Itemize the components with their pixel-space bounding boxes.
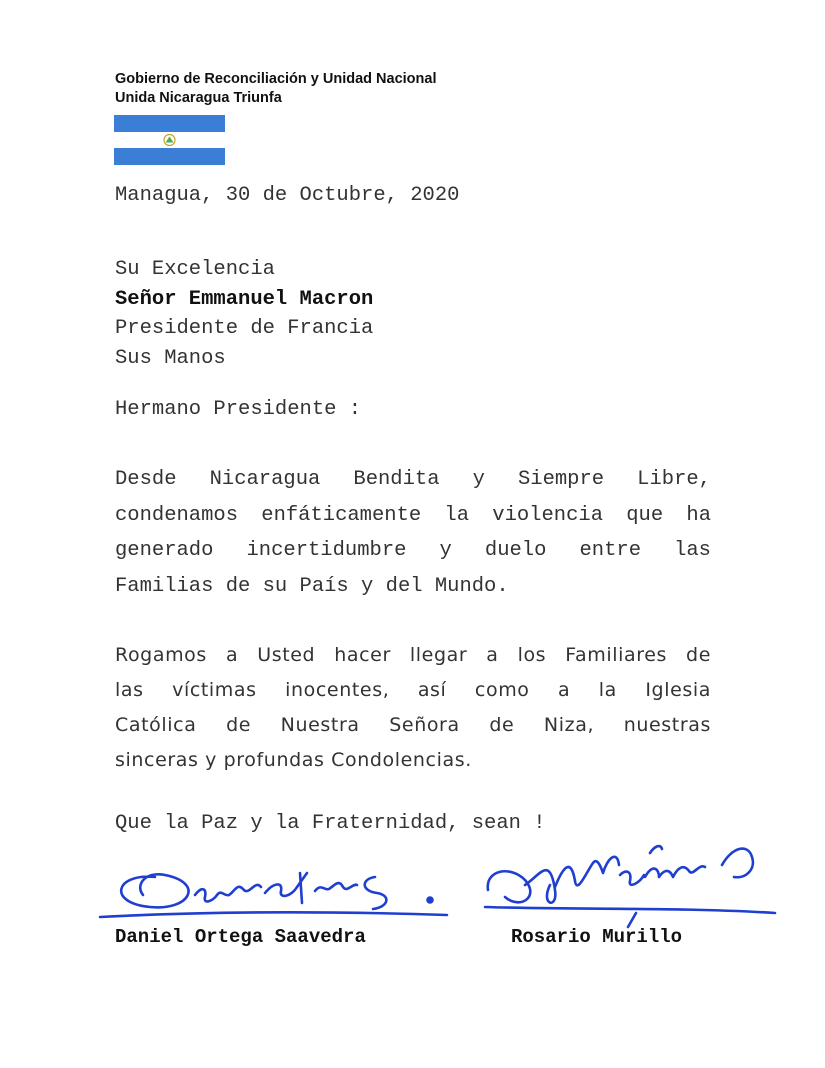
paragraph-line: condenamos enfáticamente la violencia que ha [115, 503, 711, 527]
paragraph-line: Católica de Nuestra Señora de Niza, nuestras [115, 714, 711, 736]
signatory-name: Daniel Ortega Saavedra [115, 926, 366, 948]
paragraph-line: Rogamos a Usted hacer llegar a los Familiares de [115, 644, 711, 666]
addressee-title: Presidente de Francia [115, 317, 374, 340]
signature-daniel-ortega [95, 855, 455, 930]
paragraph-line: sinceras y profundas Condolencias. [115, 749, 472, 771]
greeting: Hermano Presidente : [115, 398, 362, 421]
paragraph-line: Familias de su País y del Mundo. [115, 574, 509, 598]
paragraph-line: las víctimas inocentes, así como a la Iglesia [115, 679, 711, 701]
nicaragua-flag [114, 115, 225, 165]
paragraph-condemnation [115, 462, 711, 604]
signatory-name: Rosario Murillo [511, 926, 683, 948]
paragraph-line: generado incertidumbre y duelo entre las [115, 539, 711, 562]
paragraph-line: Desde Nicaragua Bendita y Siempre Libre, [115, 468, 711, 491]
closing-line: Que la Paz y la Fraternidad, sean ! [115, 812, 546, 835]
addressee-block [115, 255, 373, 373]
letterhead-slogan: Unida Nicaragua Triunfa [115, 90, 282, 106]
letterhead-government: Gobierno de Reconciliación y Unidad Nacional [115, 71, 437, 87]
date-line: Managua, 30 de Octubre, 2020 [115, 184, 460, 207]
addressee-honorific: Su Excelencia [115, 258, 275, 281]
letterhead [115, 70, 436, 108]
paragraph-condolences [115, 638, 711, 778]
addressee-name: Señor Emmanuel Macron [115, 287, 374, 311]
addressee-delivery: Sus Manos [115, 346, 226, 370]
